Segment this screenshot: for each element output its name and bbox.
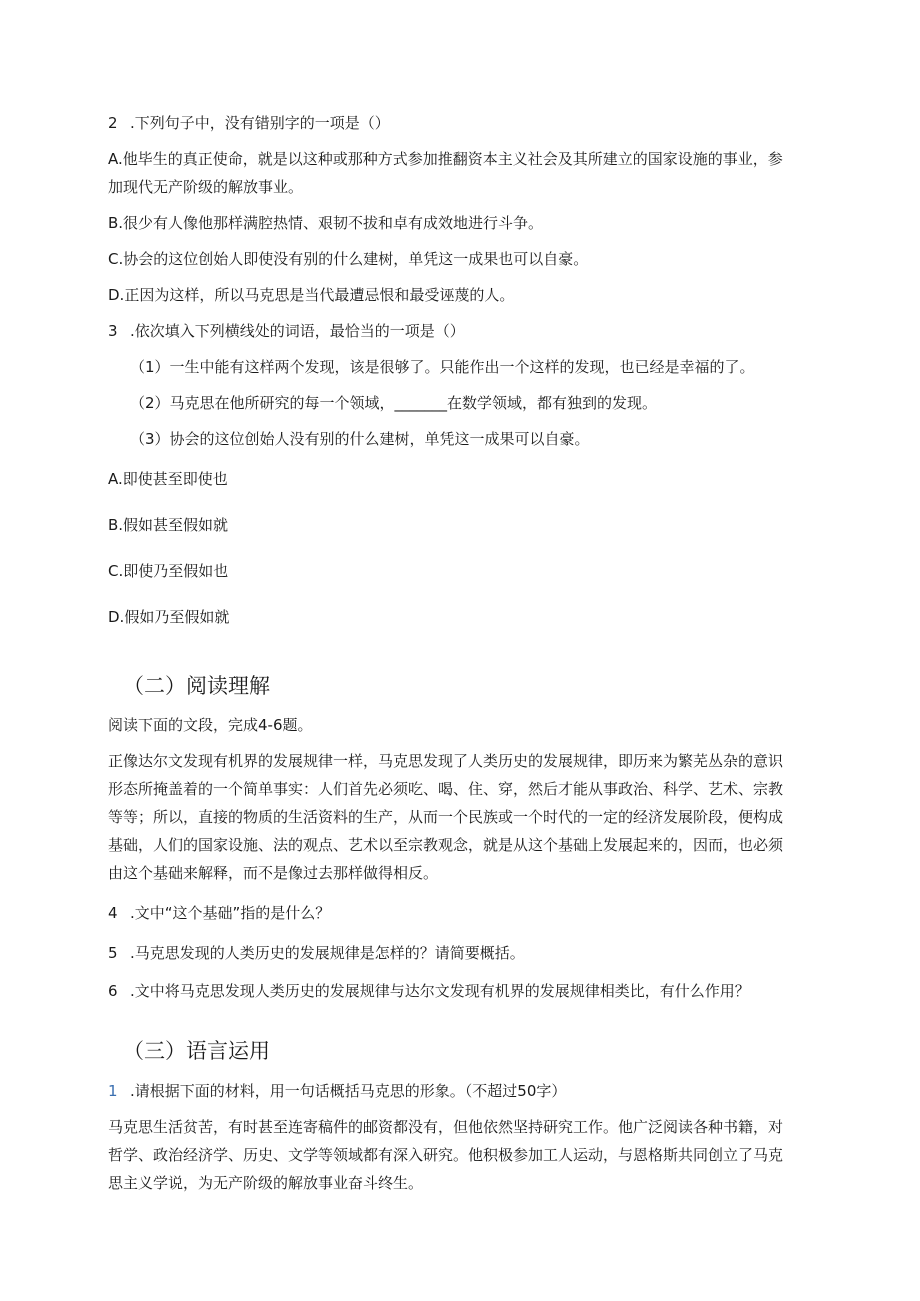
question-2-stem: 2 .下列句子中，没有错别字的一项是（） bbox=[108, 114, 390, 132]
question-3-sentence-1: （1）一生中能有这样两个发现，该是很够了。只能作出一个这样的发现，也已经是幸福的了。 bbox=[130, 358, 755, 376]
question-2-option-b: B.很少有人像他那样满腔热情、艰韧不拔和卓有成效地进行斗争。 bbox=[108, 214, 544, 232]
question-number: 3 bbox=[108, 322, 118, 340]
question-number: 1 bbox=[108, 1082, 118, 1100]
material-line-2: 哲学、政治经济学、历史、文学等领域都有深入研究。他积极参加工人运动，与恩格斯共同创立了马克 bbox=[108, 1146, 784, 1164]
section-heading-language: （三）语言运用 bbox=[123, 1039, 270, 1063]
reading-intro: 阅读下面的文段，完成4-6题。 bbox=[108, 716, 313, 734]
question-3-sentence-3: （3）协会的这位创始人没有别的什么建树，单凭这一成果可以自豪。 bbox=[130, 430, 590, 448]
question-2-option-a-line2: 加现代无产阶级的解放事业。 bbox=[108, 178, 304, 196]
passage-line-4: 基础，人们的国家设施、法的观点、艺术以至宗教观念，就是从这个基础上发展起来的，因而，也必须 bbox=[108, 836, 784, 854]
section-heading-reading: （二）阅读理解 bbox=[123, 674, 270, 698]
question-3-option-b: B.假如甚至假如就 bbox=[108, 516, 229, 534]
question-1-language: 1 .请根据下面的材料，用一句话概括马克思的形象。（不超过50字） bbox=[108, 1082, 567, 1100]
question-2-option-c: C.协会的这位创始人即使没有别的什么建树，单凭这一成果也可以自豪。 bbox=[108, 250, 589, 268]
passage-line-1: 正像达尔文发现有机界的发展规律一样，马克思发现了人类历史的发展规律，即历来为繁芜丛杂的意识 bbox=[108, 752, 784, 770]
question-4: 4 .文中“这个基础”指的是什么？ bbox=[108, 904, 331, 922]
question-2-option-a-line1: A.他毕生的真正使命，就是以这种或那种方式参加推翻资本主义社会及其所建立的国家设施的事业，参 bbox=[108, 150, 783, 168]
passage-line-2: 形态所掩盖着的一个简单事实：人们首先必须吃、喝、住、穿，然后才能从事政治、科学、艺术、宗教 bbox=[108, 780, 784, 798]
question-2-option-d: D.正因为这样，所以马克思是当代最遭忌恨和最受诬蔑的人。 bbox=[108, 286, 515, 304]
question-number: 5 bbox=[108, 944, 118, 962]
passage-line-3: 等等；所以，直接的物质的生活资料的生产，从而一个民族或一个时代的一定的经济发展阶段，便构成 bbox=[108, 808, 784, 826]
question-number: 4 bbox=[108, 904, 118, 922]
question-5: 5 .马克思发现的人类历史的发展规律是怎样的？请简要概括。 bbox=[108, 944, 525, 962]
question-3-sentence-2: （2）马克思在他所研究的每一个领域，_______在数学领域，都有独到的发现。 bbox=[130, 394, 658, 412]
question-3-option-c: C.即使乃至假如也 bbox=[108, 562, 229, 580]
question-6: 6 .文中将马克思发现人类历史的发展规律与达尔文发现有机界的发展规律相类比，有什么作用？ bbox=[108, 982, 750, 1000]
question-number: 2 bbox=[108, 114, 118, 132]
question-3-option-d: D.假如乃至假如就 bbox=[108, 608, 230, 626]
material-line-1: 马克思生活贫苦，有时甚至连寄稿件的邮资都没有，但他依然坚持研究工作。他广泛阅读各种书籍，对 bbox=[108, 1118, 784, 1136]
question-number: 6 bbox=[108, 982, 118, 1000]
question-3-stem: 3 .依次填入下列横线处的词语，最恰当的一项是（） bbox=[108, 322, 465, 340]
question-3-option-a: A.即使甚至即使也 bbox=[108, 470, 228, 488]
material-line-3: 思主义学说，为无产阶级的解放事业奋斗终生。 bbox=[108, 1174, 424, 1192]
passage-line-5: 由这个基础来解释，而不是像过去那样做得相反。 bbox=[108, 864, 439, 882]
